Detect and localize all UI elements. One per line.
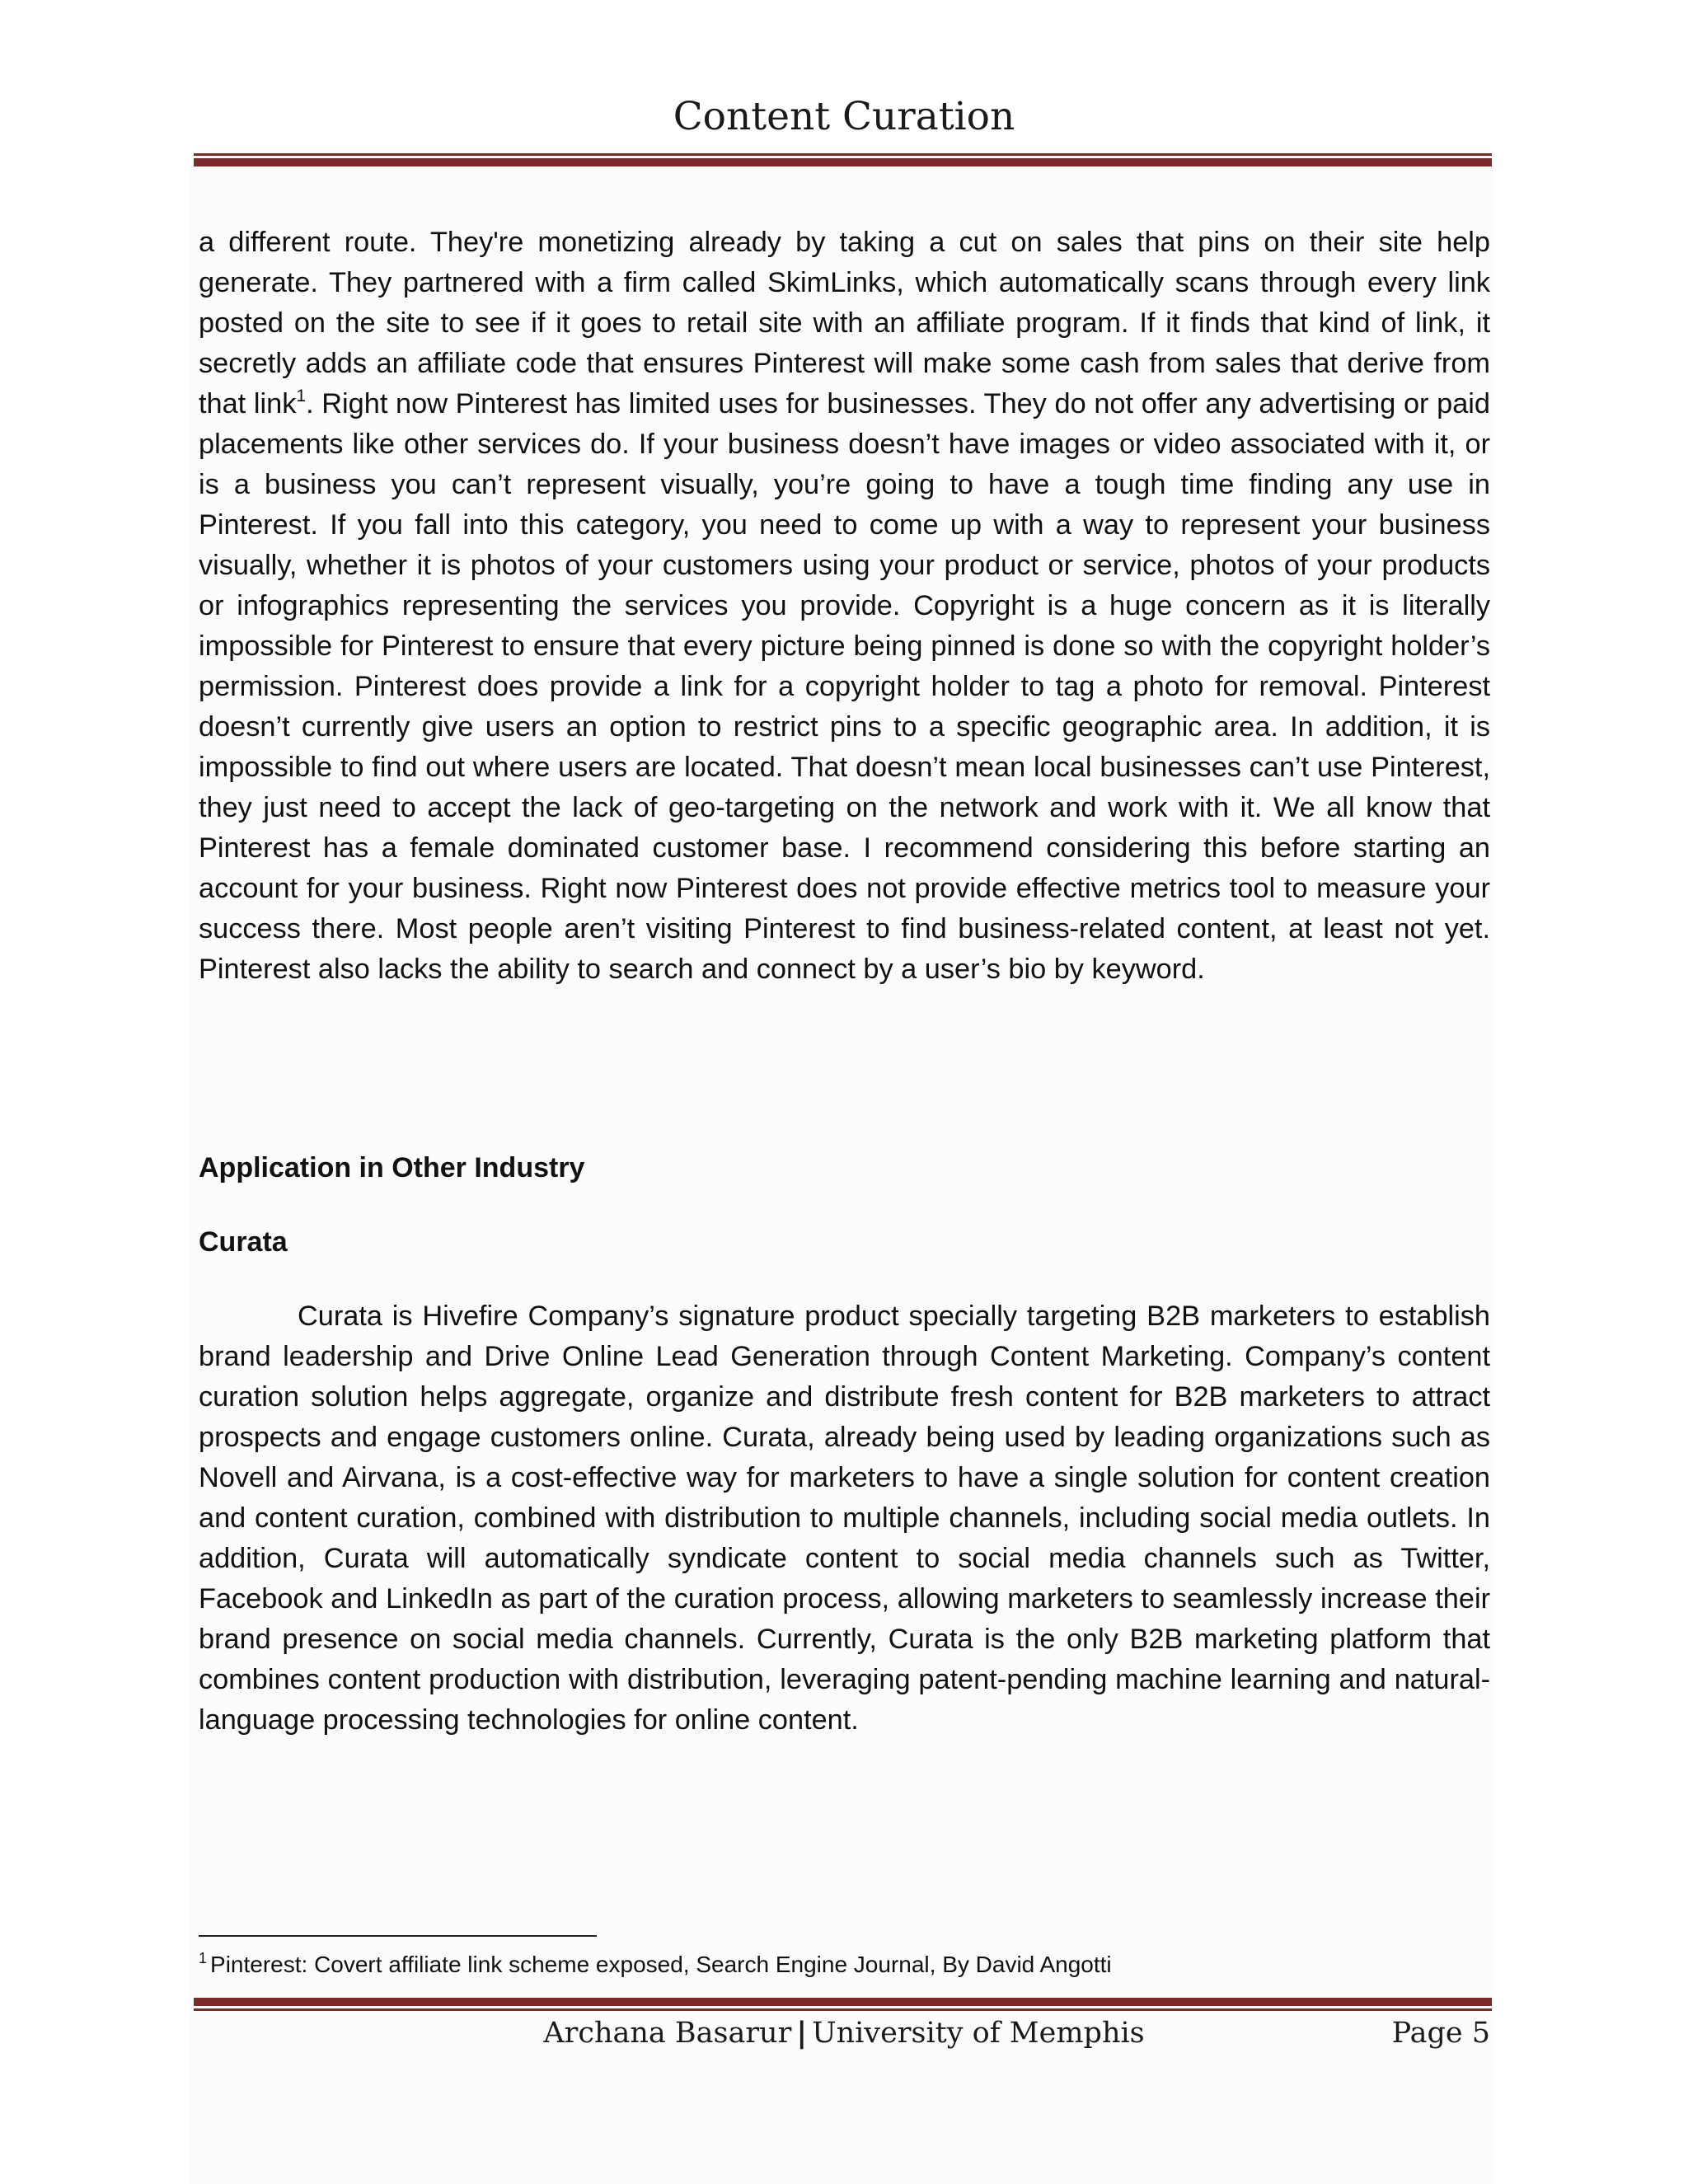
subsection-heading: Curata [199, 1226, 288, 1258]
footnote [199, 1951, 1112, 1979]
footer-separator: | [796, 2016, 808, 2050]
footnote-text: Pinterest: Covert affiliate link scheme exposed, Search Engine Journal, By David Angotti [210, 1952, 1112, 1977]
running-header-title: Content Curation [673, 94, 1015, 139]
body-paragraph-2 [199, 1296, 1490, 1741]
paragraph-1-text-b: . Right now Pinterest has limited uses for businesses. They do not offer any advertising or paid placements like other services do. If your business doesn’t have images or video associated with it, or is a business you can’t represent visually, you’re going to have a tough time finding any use in Pinterest. If you fall into this category, you need to come up with a way to represent your business visually, whether it is photos of your customers using your product or service, photos of your products or infographics representing the services you provide. Copyright is a huge concern as it is literally impossible for Pinterest to ensure that every picture being pinned is done so with the copyright holder’s permission. Pinterest does provide a link for a copyright holder to tag a photo for removal. Pinterest doesn’t currently give users an option to restrict pins to a specific geographic area. In addition, it is impossible to find out where users are located. That doesn’t mean local businesses can’t use Pinterest, they just need to accept the lack of geo-targeting on the network and work with it. We all know that Pinterest has a female dominated customer base. I recommend considering this before starting an account for your business. Right now Pinterest does not provide effective metrics tool to measure your success there. Most people aren’t visiting Pinterest to find business-related content, at least not yet. Pinterest also lacks the ability to search and connect by a user’s bio by keyword. [199, 388, 1490, 985]
header-rule-thick [194, 158, 1492, 166]
footnote-reference[interactable]: 1 [296, 387, 307, 405]
paragraph-1-text-a: a different route. They're monetizing already by taking a cut on sales that pins on their site help generate. They partnered with a firm called SkimLinks, which automatically scans through every link posted on the site to see if it goes to retail site with an affiliate program. If it finds that kind of link, it secretly adds an affiliate code that ensures Pinterest will make some cash from sales that derive from that link [199, 227, 1490, 419]
footer-rule-thin [194, 2008, 1492, 2011]
header-rule-thin [194, 153, 1492, 156]
footer-author: Archana Basarur [543, 2017, 792, 2050]
footer-institution: University of Memphis [812, 2017, 1145, 2050]
footnote-separator [199, 1935, 597, 1937]
paragraph-2-text: Curata is Hivefire Company’s signature product specially targeting B2B marketers to establish brand leadership and Drive Online Lead Generation through Content Marketing. Company’s content curation solution helps aggregate, organize and distribute fresh content for B2B marketers to attract prospects and engage customers online. Curata, already being used by leading organizations such as Novell and Airvana, is a cost-effective way for marketers to have a single solution for content creation and content curation, combined with distribution to multiple channels, including social media outlets. In addition, Curata will automatically syndicate content to social media channels such as Twitter, Facebook and LinkedIn as part of the curation process, allowing marketers to seamlessly increase their brand presence on social media channels. Currently, Curata is the only B2B marketing platform that combines content production with distribution, leveraging patent-pending machine learning and natural-language processing technologies for online content. [199, 1301, 1490, 1736]
page-number: Page 5 [1391, 2017, 1490, 2050]
section-heading: Application in Other Industry [199, 1152, 585, 1183]
footer-rule-thick [194, 1998, 1492, 2006]
body-paragraph-1 [199, 223, 1490, 990]
footnote-number: 1 [199, 1950, 208, 1966]
